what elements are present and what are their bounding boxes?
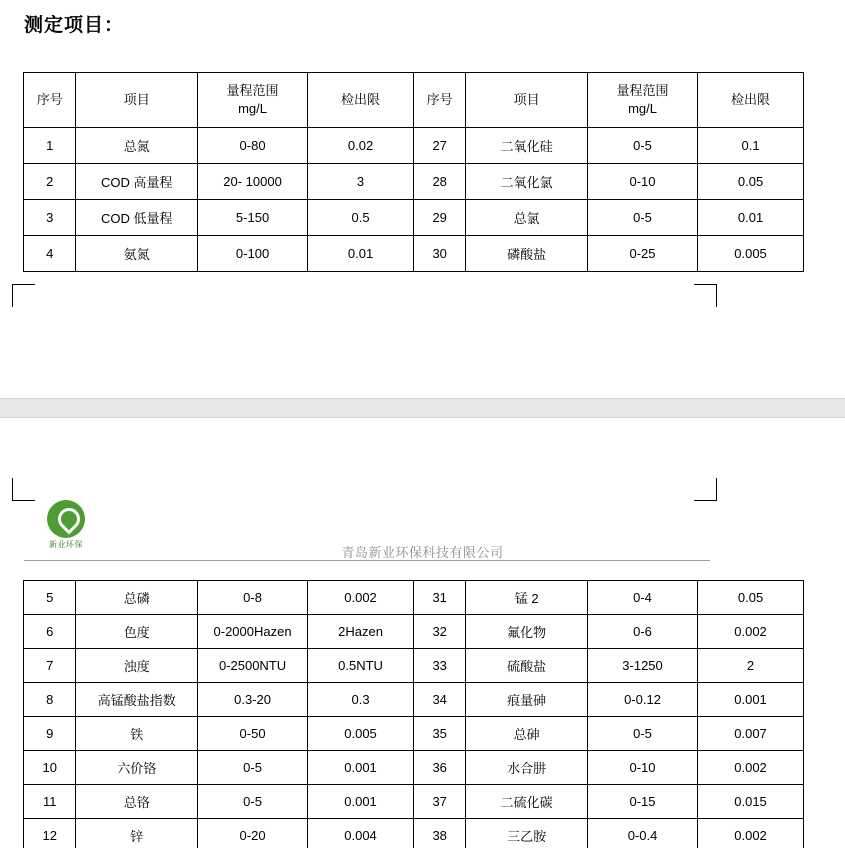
table-row [24, 785, 804, 819]
cell-item-2: 锰 2 [466, 581, 588, 615]
cell-no: 1 [24, 128, 76, 164]
table-row [24, 128, 804, 164]
table-header [24, 73, 804, 128]
table-row [24, 581, 804, 615]
cell-no-2: 33 [413, 649, 465, 683]
cell-item-2: 二氧化氯 [466, 164, 588, 200]
cell-no-2: 27 [413, 128, 465, 164]
cell-range: 0-80 [198, 128, 308, 164]
cell-range-2: 0-0.12 [587, 683, 697, 717]
cell-limit-2: 0.1 [698, 128, 804, 164]
cell-item-2: 痕量砷 [466, 683, 588, 717]
cell-limit: 0.004 [308, 819, 414, 848]
header-range-left-line2: mg/L [198, 100, 307, 118]
cell-range-2: 0-15 [587, 785, 697, 819]
leaf-icon [47, 500, 85, 538]
cell-limit-2: 0.015 [698, 785, 804, 819]
cell-range: 0-20 [198, 819, 308, 848]
cell-range: 0-50 [198, 717, 308, 751]
cell-limit: 0.02 [308, 128, 414, 164]
table-row [24, 164, 804, 200]
header-range-right-line2: mg/L [588, 100, 697, 118]
cell-item: 总铬 [76, 785, 198, 819]
cell-limit: 0.3 [308, 683, 414, 717]
cell-limit-2: 0.01 [698, 200, 804, 236]
cell-range: 0.3-20 [198, 683, 308, 717]
cell-item: 总磷 [76, 581, 198, 615]
cell-no: 6 [24, 615, 76, 649]
table-row [24, 649, 804, 683]
cell-limit-2: 0.05 [698, 581, 804, 615]
cell-limit-2: 2 [698, 649, 804, 683]
cell-item-2: 总氯 [466, 200, 588, 236]
cell-no-2: 32 [413, 615, 465, 649]
document-page-2 [0, 418, 845, 848]
crop-mark-top-right [694, 284, 717, 307]
cell-item: 高锰酸盐指数 [76, 683, 198, 717]
cell-no-2: 29 [413, 200, 465, 236]
table-body-page2 [24, 581, 804, 848]
cell-no: 7 [24, 649, 76, 683]
cell-item: 氨氮 [76, 236, 198, 272]
cell-limit: 2Hazen [308, 615, 414, 649]
cell-no-2: 35 [413, 717, 465, 751]
cell-no-2: 28 [413, 164, 465, 200]
cell-limit: 0.001 [308, 785, 414, 819]
cell-limit-2: 0.002 [698, 819, 804, 848]
table-row [24, 819, 804, 848]
cell-limit: 0.01 [308, 236, 414, 272]
cell-no-2: 30 [413, 236, 465, 272]
cell-limit: 0.5 [308, 200, 414, 236]
cell-no: 8 [24, 683, 76, 717]
cell-no: 11 [24, 785, 76, 819]
cell-limit-2: 0.002 [698, 751, 804, 785]
cell-item-2: 二硫化碳 [466, 785, 588, 819]
cell-range: 0-2500NTU [198, 649, 308, 683]
cell-limit: 0.001 [308, 751, 414, 785]
header-no-left: 序号 [24, 73, 76, 128]
table-row [24, 236, 804, 272]
measurement-table-page2 [23, 580, 804, 848]
cell-no: 9 [24, 717, 76, 751]
cell-item: 总氮 [76, 128, 198, 164]
cell-item-2: 总砷 [466, 717, 588, 751]
cell-range-2: 0-10 [587, 164, 697, 200]
cell-item: 色度 [76, 615, 198, 649]
cell-item-2: 氟化物 [466, 615, 588, 649]
cell-limit: 0.002 [308, 581, 414, 615]
cell-range-2: 0-5 [587, 128, 697, 164]
cell-range-2: 0-25 [587, 236, 697, 272]
page-separator [0, 398, 845, 418]
cell-range-2: 3-1250 [587, 649, 697, 683]
cell-no: 10 [24, 751, 76, 785]
crop-mark-top-left [12, 284, 35, 307]
table-row [24, 683, 804, 717]
cell-range: 0-8 [198, 581, 308, 615]
cell-item: COD 低量程 [76, 200, 198, 236]
cell-no-2: 38 [413, 819, 465, 848]
header-divider [24, 560, 710, 561]
table-header-row [24, 73, 804, 128]
cell-item-2: 三乙胺 [466, 819, 588, 848]
cell-item: COD 高量程 [76, 164, 198, 200]
header-limit-left: 检出限 [308, 73, 414, 128]
cell-range: 0-5 [198, 785, 308, 819]
cell-item: 六价铬 [76, 751, 198, 785]
cell-range-2: 0-0.4 [587, 819, 697, 848]
cell-range: 20- 10000 [198, 164, 308, 200]
cell-range: 5-150 [198, 200, 308, 236]
cell-range-2: 0-10 [587, 751, 697, 785]
cell-item-2: 水合肼 [466, 751, 588, 785]
cell-limit-2: 0.005 [698, 236, 804, 272]
page-title: 测定项目： [24, 10, 124, 37]
cell-range-2: 0-5 [587, 200, 697, 236]
cell-item-2: 磷酸盐 [466, 236, 588, 272]
cell-range-2: 0-5 [587, 717, 697, 751]
header-item-right: 项目 [466, 73, 588, 128]
cell-range: 0-5 [198, 751, 308, 785]
header-range-left-line1: 量程范围 [198, 82, 307, 100]
cell-item: 铁 [76, 717, 198, 751]
cell-range-2: 0-4 [587, 581, 697, 615]
cell-limit-2: 0.007 [698, 717, 804, 751]
table-row [24, 717, 804, 751]
cell-no: 2 [24, 164, 76, 200]
header-range-right-line1: 量程范围 [588, 82, 697, 100]
cell-limit-2: 0.05 [698, 164, 804, 200]
cell-range: 0-100 [198, 236, 308, 272]
cell-limit: 0.5NTU [308, 649, 414, 683]
cell-no: 4 [24, 236, 76, 272]
cell-item-2: 硫酸盐 [466, 649, 588, 683]
cell-item: 锌 [76, 819, 198, 848]
measurement-table-page1 [23, 72, 804, 272]
cell-limit-2: 0.002 [698, 615, 804, 649]
table-row [24, 615, 804, 649]
crop-mark-bottom-right [694, 478, 717, 501]
cell-no-2: 31 [413, 581, 465, 615]
cell-no: 5 [24, 581, 76, 615]
cell-item-2: 二氧化硅 [466, 128, 588, 164]
cell-no-2: 34 [413, 683, 465, 717]
table-row [24, 751, 804, 785]
header-no-right: 序号 [413, 73, 465, 128]
header-range-right [587, 73, 697, 128]
cell-limit-2: 0.001 [698, 683, 804, 717]
table-body-page1 [24, 128, 804, 272]
document-page-1 [0, 0, 845, 398]
cell-no: 3 [24, 200, 76, 236]
header-limit-right: 检出限 [698, 73, 804, 128]
cell-limit: 3 [308, 164, 414, 200]
cell-item: 浊度 [76, 649, 198, 683]
cell-limit: 0.005 [308, 717, 414, 751]
company-name: 青岛新业环保科技有限公司 [0, 542, 845, 561]
logo-text: 新业环保 [42, 539, 90, 550]
header-range-left [198, 73, 308, 128]
cell-no-2: 37 [413, 785, 465, 819]
header-item-left: 项目 [76, 73, 198, 128]
crop-mark-bottom-left [12, 478, 35, 501]
cell-range: 0-2000Hazen [198, 615, 308, 649]
table-row [24, 200, 804, 236]
cell-no-2: 36 [413, 751, 465, 785]
cell-range-2: 0-6 [587, 615, 697, 649]
cell-no: 12 [24, 819, 76, 848]
